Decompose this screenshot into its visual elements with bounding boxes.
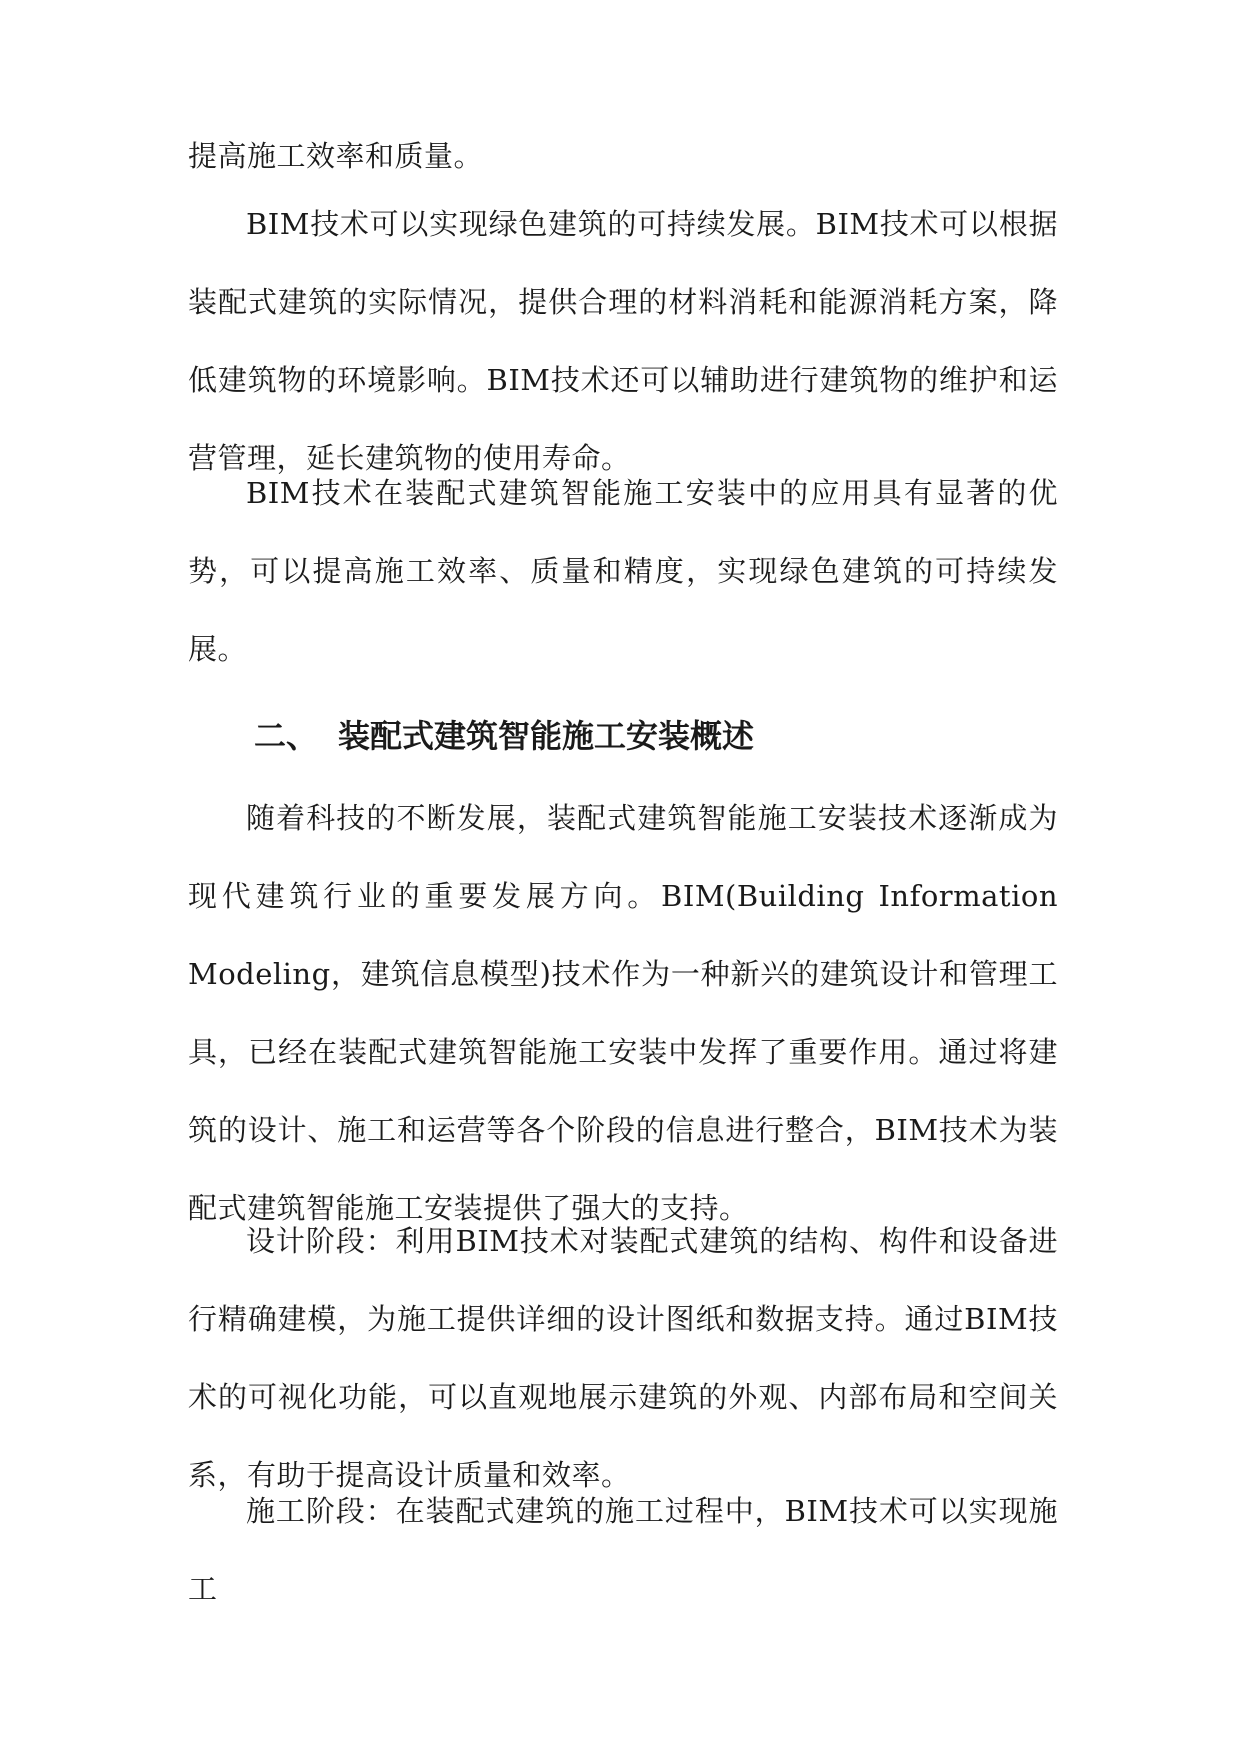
paragraph-advantages: BIM技术在装配式建筑智能施工安装中的应用具有显著的优势，可以提高施工效率、质量和精度，实现绿色建筑的可持续发展。 [188, 476, 1058, 666]
paragraph-continuation: 提高施工效率和质量。 [188, 139, 484, 173]
paragraph-overview: 随着科技的不断发展，装配式建筑智能施工安装技术逐渐成为现代建筑行业的重要发展方向。BIM(Building Information Modeling，建筑信息模型)技术作为一种新兴的建筑设计和管理工具，已经在装配式建筑智能施工安装中发挥了重要作用。通过将建筑的设计、施工和运营等各个阶段的信息进行整合，BIM技术为装配式建筑智能施工安装提供了强大的支持。 [188, 801, 1058, 1225]
paragraph-green-building: BIM技术可以实现绿色建筑的可持续发展。BIM技术可以根据装配式建筑的实际情况，提供合理的材料消耗和能源消耗方案，降低建筑物的环境影响。BIM技术还可以辅助进行建筑物的维护和运营管理，延长建筑物的使用寿命。 [188, 207, 1058, 475]
paragraph-construction-phase: 施工阶段：在装配式建筑的施工过程中，BIM技术可以实现施工 [188, 1494, 1058, 1606]
paragraph-design-phase: 设计阶段：利用BIM技术对装配式建筑的结构、构件和设备进行精确建模，为施工提供详细的设计图纸和数据支持。通过BIM技术的可视化功能，可以直观地展示建筑的外观、内部布局和空间关系，有助于提高设计质量和效率。 [188, 1224, 1058, 1492]
section-heading [254, 706, 754, 766]
section-number: 二、 [254, 717, 319, 755]
section-title: 装配式建筑智能施工安装概述 [338, 717, 755, 755]
